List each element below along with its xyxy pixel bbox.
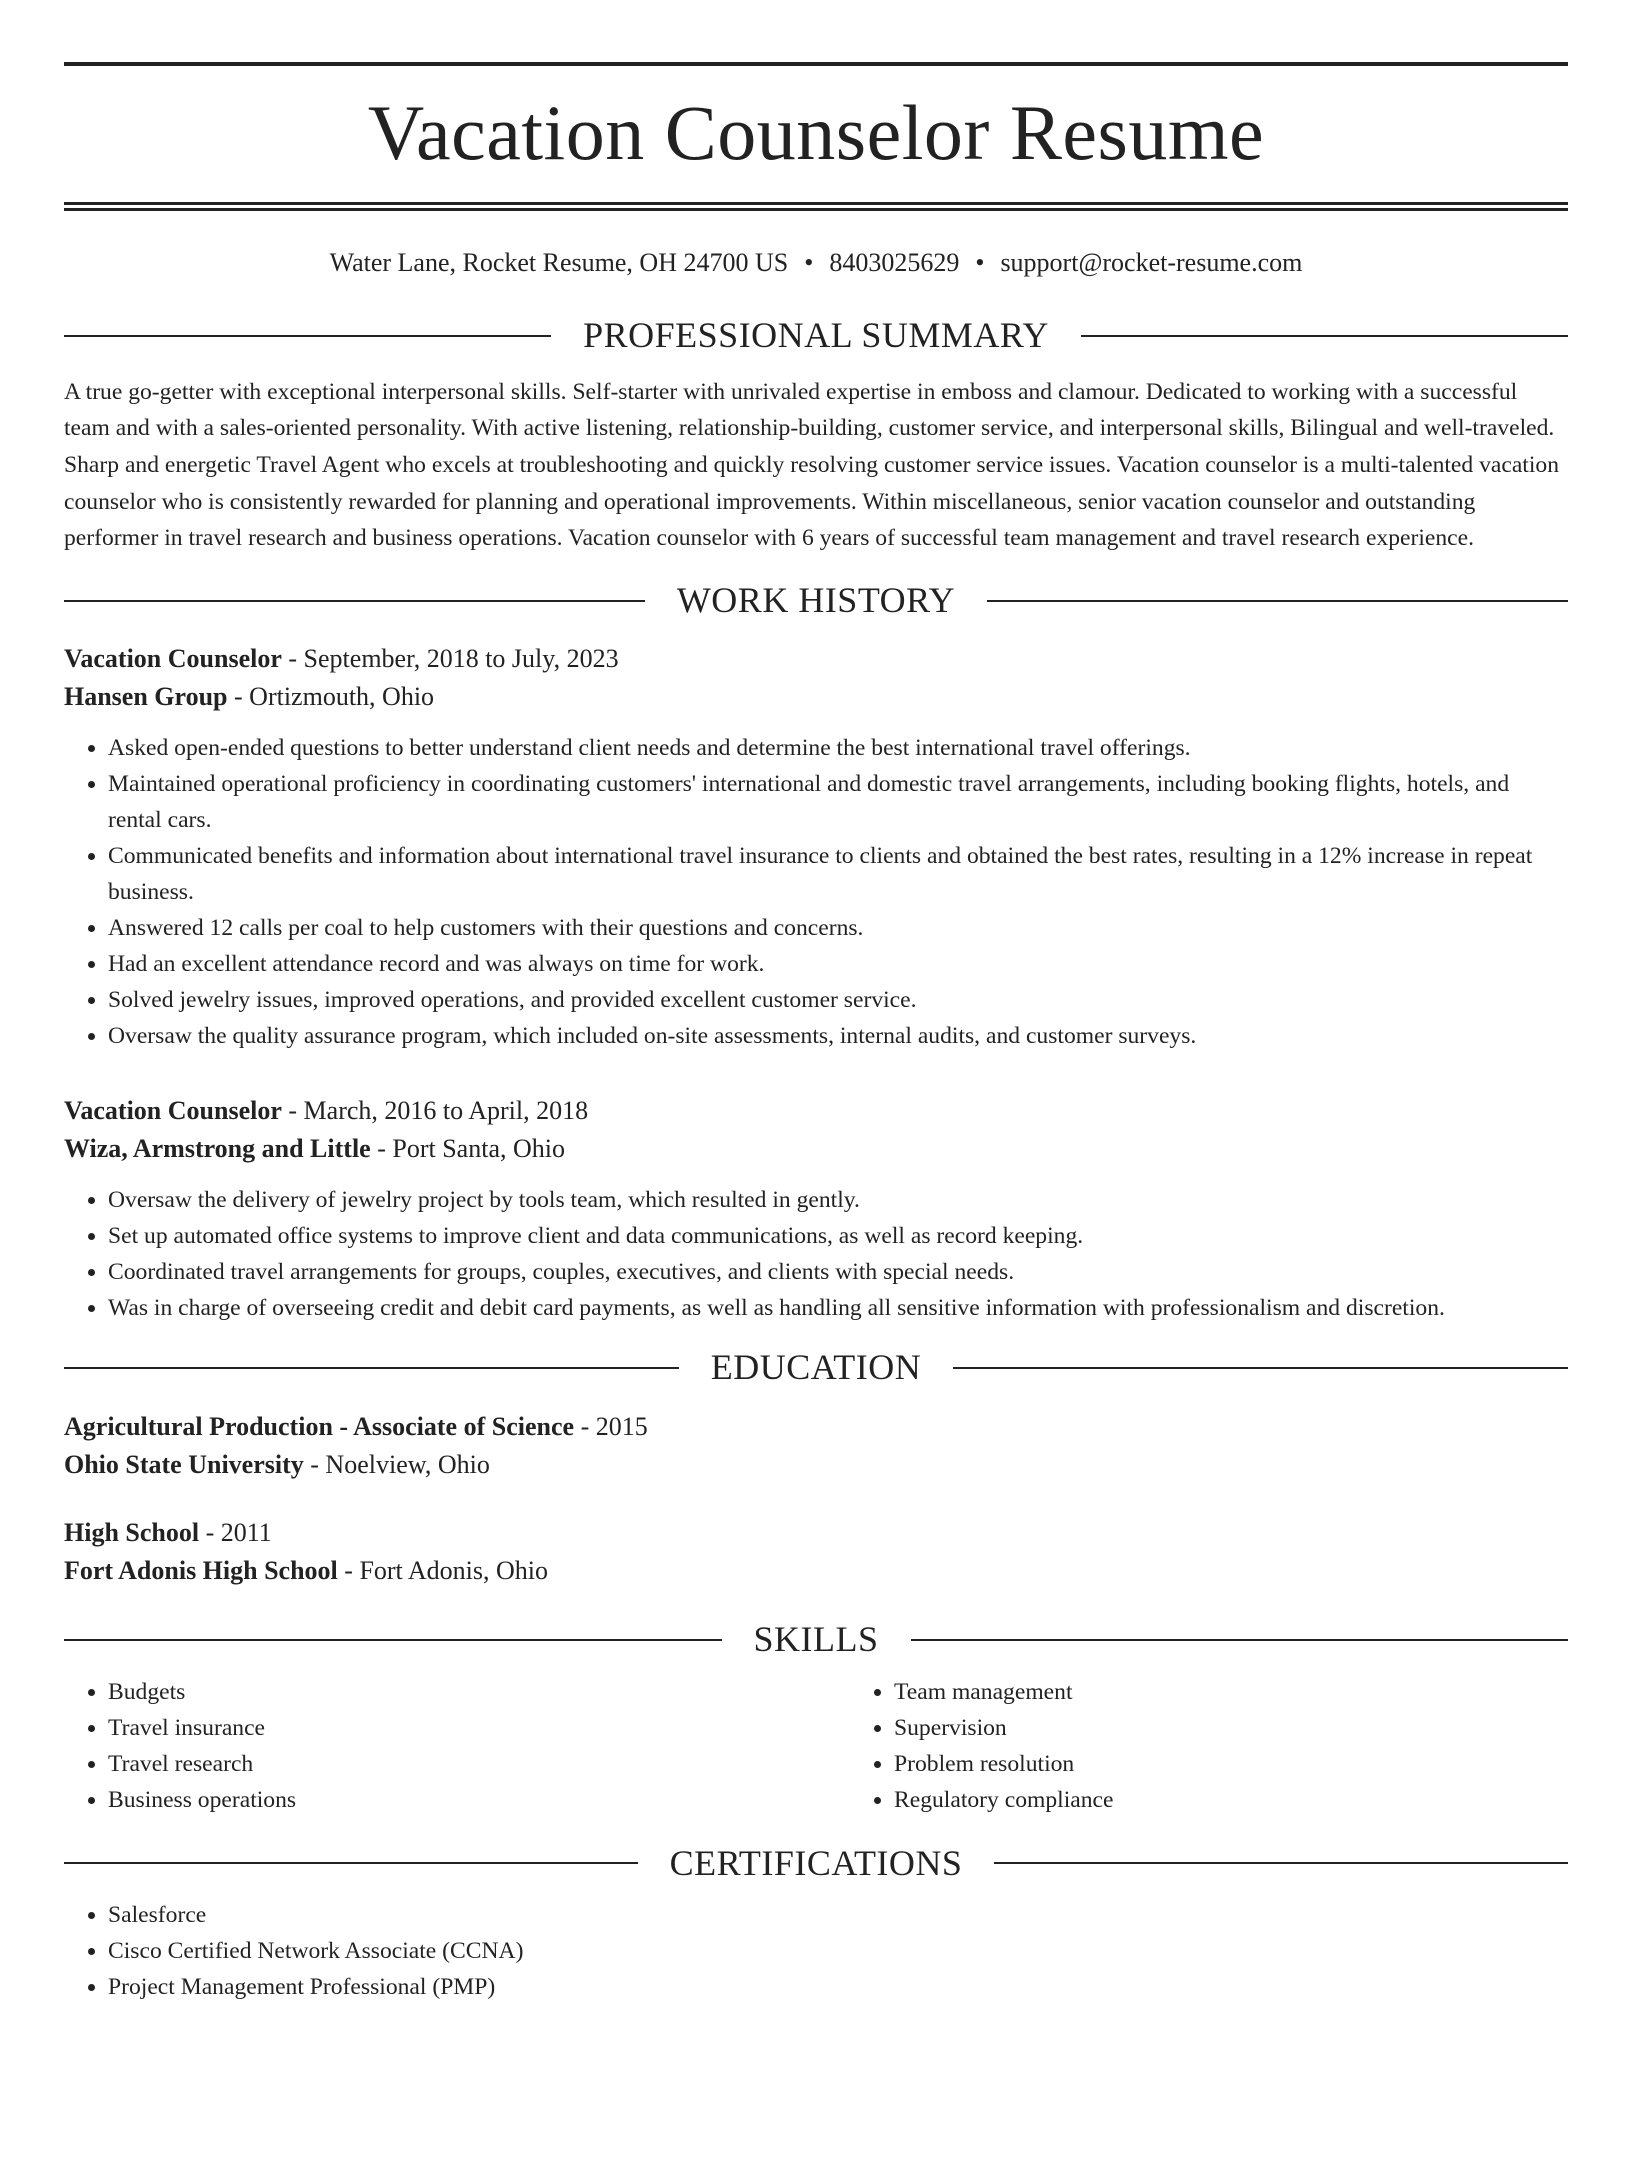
skill-item: • Supervision (894, 1710, 1568, 1746)
job-bullet: • Oversaw the delivery of jewelry project by tools team, which resulted in gently. (108, 1182, 1568, 1218)
heading-rule-right (994, 1862, 1568, 1864)
heading-rule-left (64, 600, 645, 602)
education-school-line (64, 1552, 1568, 1590)
heading-rule-left (64, 335, 551, 337)
resume-title: Vacation Counselor Resume (367, 89, 1265, 176)
heading-rule-left (64, 1639, 722, 1641)
heading-rule-right (1081, 335, 1568, 337)
skills-list-right (850, 1674, 1568, 1818)
job-dates: - March, 2016 to April, 2018 (281, 1096, 589, 1126)
contact-phone: 8403025629 (829, 248, 960, 277)
job-bullets (64, 1182, 1568, 1326)
job-location: - Port Santa, Ohio (370, 1134, 565, 1164)
education-school-line (64, 1446, 1568, 1484)
job-entry (64, 640, 1568, 1054)
job-bullet: • Set up automated office systems to improve client and data communications, as well as record keeping. (108, 1218, 1568, 1254)
skill-item: • Business operations (108, 1782, 850, 1818)
top-rule (64, 62, 1568, 66)
education-location: - Noelview, Ohio (303, 1449, 490, 1479)
job-bullet: • Communicated benefits and information about international travel insurance to clients and obtained the best rates, resulting in a 12% increase in repeat business. (108, 838, 1568, 910)
summary-heading: PROFESSIONAL SUMMARY (583, 315, 1049, 356)
section-heading-work (64, 581, 1568, 621)
skills-list-left (64, 1674, 850, 1818)
section-heading-certifications (64, 1844, 1568, 1884)
job-bullet: • Had an excellent attendance record and was always on time for work. (108, 946, 1568, 982)
job-entry (64, 1092, 1568, 1326)
section-heading-education (64, 1348, 1568, 1388)
skills-grid (64, 1674, 1568, 1818)
title-double-rule (64, 202, 1568, 211)
job-title-line (64, 1092, 1568, 1130)
heading-rule-right (911, 1639, 1569, 1641)
contact-line (64, 247, 1568, 278)
certification-item: • Salesforce (108, 1897, 1568, 1933)
job-title: Vacation Counselor (64, 644, 282, 674)
skills-heading: SKILLS (753, 1618, 879, 1659)
heading-rule-left (64, 1367, 679, 1369)
education-heading: EDUCATION (710, 1347, 922, 1388)
job-company-line (64, 678, 1568, 716)
education-year: - 2015 (574, 1411, 648, 1441)
heading-rule-left (64, 1862, 638, 1864)
job-bullet: • Coordinated travel arrangements for groups, couples, executives, and clients with special needs. (108, 1254, 1568, 1290)
heading-rule-right (987, 600, 1568, 602)
section-heading-skills (64, 1620, 1568, 1660)
job-bullet: • Answered 12 calls per coal to help customers with their questions and concerns. (108, 910, 1568, 946)
job-bullet: • Asked open-ended questions to better understand client needs and determine the best international travel offerings. (108, 730, 1568, 766)
skill-item: • Regulatory compliance (894, 1782, 1568, 1818)
certifications-heading: CERTIFICATIONS (669, 1842, 963, 1883)
education-entry (64, 1408, 1568, 1484)
contact-email: support@rocket-resume.com (1000, 248, 1303, 277)
education-year: - 2011 (199, 1517, 272, 1547)
job-title: Vacation Counselor (64, 1096, 282, 1126)
resume-page (0, 62, 1632, 2174)
job-dates: - September, 2018 to July, 2023 (281, 644, 619, 674)
work-heading: WORK HISTORY (676, 579, 956, 620)
certification-item: • Project Management Professional (PMP) (108, 1969, 1568, 2005)
skill-item: • Problem resolution (894, 1746, 1568, 1782)
education-degree-line (64, 1408, 1568, 1446)
job-company-line (64, 1130, 1568, 1168)
job-bullet: • Oversaw the quality assurance program, which included on-site assessments, internal audits, and customer surveys. (108, 1018, 1568, 1054)
summary-text: A true go-getter with exceptional interpersonal skills. Self-starter with unrivaled expertise in emboss and clamour. Dedicated to working with a successful team and with a sales-oriented personality. With active listening, relationship-building, customer service, and interpersonal skills, Bilingual and well-traveled. Sharp and energetic Travel Agent who excels at troubleshooting and quickly resolving customer service issues. Vacation counselor is a multi-talented vacation counselor who is consistently rewarded for planning and operational improvements. Within miscellaneous, senior vacation counselor and outstanding performer in travel research and business operations. Vacation counselor with 6 years of successful team management and travel research experience. (64, 378, 1559, 552)
education-degree: Agricultural Production - Associate of Science (64, 1411, 575, 1441)
contact-separator: • (975, 248, 985, 277)
job-title-line (64, 640, 1568, 678)
job-bullets (64, 730, 1568, 1054)
certifications-list (64, 1897, 1568, 2005)
job-location: - Ortizmouth, Ohio (227, 682, 435, 712)
contact-separator: • (804, 248, 814, 277)
contact-address: Water Lane, Rocket Resume, OH 24700 US (329, 248, 789, 277)
skill-item: • Budgets (108, 1674, 850, 1710)
education-degree: High School (64, 1517, 200, 1547)
education-school: Fort Adonis High School (64, 1555, 338, 1585)
education-school: Ohio State University (64, 1449, 304, 1479)
skill-item: • Travel research (108, 1746, 850, 1782)
heading-rule-right (953, 1367, 1568, 1369)
job-company: Wiza, Armstrong and Little (64, 1134, 371, 1164)
education-degree-line (64, 1514, 1568, 1552)
section-heading-summary (64, 316, 1568, 356)
skill-item: • Travel insurance (108, 1710, 850, 1746)
job-bullet: • Maintained operational proficiency in coordinating customers' international and domestic travel arrangements, including booking flights, hotels, and rental cars. (108, 766, 1568, 838)
education-location: - Fort Adonis, Ohio (337, 1555, 548, 1585)
job-bullet: • Was in charge of overseeing credit and debit card payments, as well as handling all sensitive information with professionalism and discretion. (108, 1290, 1568, 1326)
education-entry (64, 1514, 1568, 1590)
skill-item: • Team management (894, 1674, 1568, 1710)
job-company: Hansen Group (64, 682, 228, 712)
job-bullet: • Solved jewelry issues, improved operations, and provided excellent customer service. (108, 982, 1568, 1018)
certification-item: • Cisco Certified Network Associate (CCNA) (108, 1933, 1568, 1969)
